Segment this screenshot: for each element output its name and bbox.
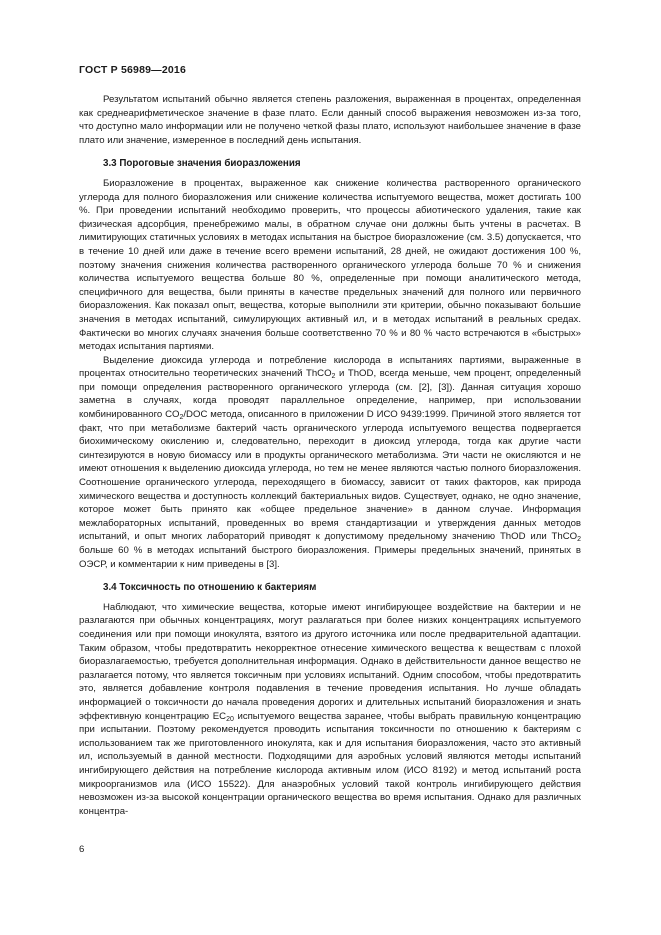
text-run: больше 60 % в методах испытаний быстрого биоразложения. Примеры предельных значений, принятых в ОЭСР, и комментарии к ним приведены в [3]. xyxy=(79,545,581,570)
text-run: и ThOD, всегда меньше, чем процент, определенный при помощи определения растворенного органического углерода (см. [2], [3]). Данная ситуация хорошо заметна в случаях, когда проводят параллельное определение, например, при использовании комбинированного CO xyxy=(79,368,581,421)
spacer xyxy=(79,147,581,152)
section-title-3-4: 3.4 Токсичность по отношению к бактериям xyxy=(103,582,317,594)
text-run: /DOC метода, описанного в приложении D ИСО 9439:1999. Причиной этого является тот факт, что при метаболизме бактерий часть органического углерода испытуемого вещества подвергается биохимическому окислению и, следовательно, переходит в диоксид углерода, тогда как другие части синтезируются в новую биомассу или в продукты органического метаболизма. Эти части не окисляются и не имеют отношения к выделению диоксида углерода, но тем не менее являются частью полного биоразложения. Соотношение органического углерода, переходящего в биомассу, зависит от таких факторов, как природа химического вещества и доступность коллекций бактериальных видов. Существует, однако, не одно значение, которое может быть принято как «общее предельное значение» в данном случае. Информация межлабораторных испытаний, проведенных во время стандартизации и утверждения данных методов испытаний, и опыт многих лабораторий приводят к допустимому предельному значению ThOD или ThCO xyxy=(79,409,581,543)
intro-paragraph: Результатом испытаний обычно является степень разложения, выраженная в процентах, определенная как среднеарифметическое значение в фазе плато. Если данный способ выражения невозможен из-за того, что доступно мало информации или не получено четкой фазы плато, используют наибольшее значение в фазе плато или значение, измеренное в последний день испытания. xyxy=(79,94,581,146)
text-run: испытуемого вещества заранее, чтобы выбрать правильную концентрацию при испытании. Поэтому рекомендуется проводить испытания токсичности по отношению к бактериям с использованием так же приготовленного инокулята, как и для испытания биоразложения, часто это активный ил, используемый в данной местности. Подходящими для аэробных условий являются методы испытаний ингибирующего действия на потребление кислорода активным илом (ИСО 8192) и метод испытаний роста микроорганизмов ила (ИСО 15522). Для анаэробных условий такой контроль ингибирующего действия невозможен из-за высокой концентрации органического вещества во время испытания. Однако для различных концентра- xyxy=(79,710,581,817)
spacer xyxy=(79,571,581,576)
page-number: 6 xyxy=(79,844,85,855)
subscript: 2 xyxy=(331,373,336,381)
section-title-3-3: 3.3 Пороговые значения биоразложения xyxy=(103,158,301,170)
subscript: 20 xyxy=(226,715,234,723)
text-run: Выделение диоксида углерода и потребление кислорода в испытаниях партиями, выраженные в процентах относительно теоретических значений ThCO xyxy=(79,354,581,380)
subscript: 2 xyxy=(179,414,184,422)
subscript: 2 xyxy=(577,536,581,544)
section-3-4-paragraph-1 xyxy=(79,601,581,819)
document-body xyxy=(79,93,581,818)
section-3-3-paragraph-1: Биоразложение в процентах, выраженное как снижение количества растворенного органического углерода для полного биоразложения или снижение количества испытуемого вещества, может достигать 100 %. При проведении испытаний необходимо проверить, что процессы абиотического удаления, такие как физическая адсорбция, пренебрежимо малы, в обратном случае они должны быть учтены в расчетах. В лимитирующих статичных условиях в методах испытания на быстрое биоразложение (см. 3.5) допускается, что в течение 10 дней или даже в течение всего времени испытаний, 28 дней, не ожидают достижения 100 %, поэтому значения снижения количества растворенного органического углерода больше 70 % и снижения количества испытуемого вещества больше 80 %, определенные при помощи аналитического метода, специфичного для вещества, были приняты в качестве предельных значений для полного или первичного биоразложения. Как показал опыт, вещества, которые выполнили эти критерии, обычно показывают большие значения в методах испытаний, симулирующих активный ил, и в методах испытаний в реальных средах. Фактически во многих случаях значения больше соответственно 70 % и 80 % часто встречаются в «быстрых» методах испытания партиями. xyxy=(79,177,581,353)
section-3-3-paragraph-2 xyxy=(79,354,581,572)
standard-header: ГОСТ Р 56989—2016 xyxy=(79,64,187,76)
text-run: Наблюдают, что химические вещества, которые имеют ингибирующее воздействие на бактерии и не разлагаются при обычных концентрациях, могут разлагаться при более низких концентрациях испытуемого соединения или при помощи инокулята, взятого из другого источника или после предварительной адаптации. Таким образом, чтобы предотвратить некорректное отнесение химического вещества к веществам с плохой биоразлагаемостью, требуется дополнительная информация. Однако в действительности данное вещество не разлагается потому, что является токсичным при условиях испытаний. Одним способом, чтобы предотвратить это, является добавление контроля подавления в течение проведения испытания. Но лучше обладать информацией о токсичности до начала проведения дорогих и длительных испытаний биоразложения и знать эффективную концентрацию EC xyxy=(79,601,581,722)
